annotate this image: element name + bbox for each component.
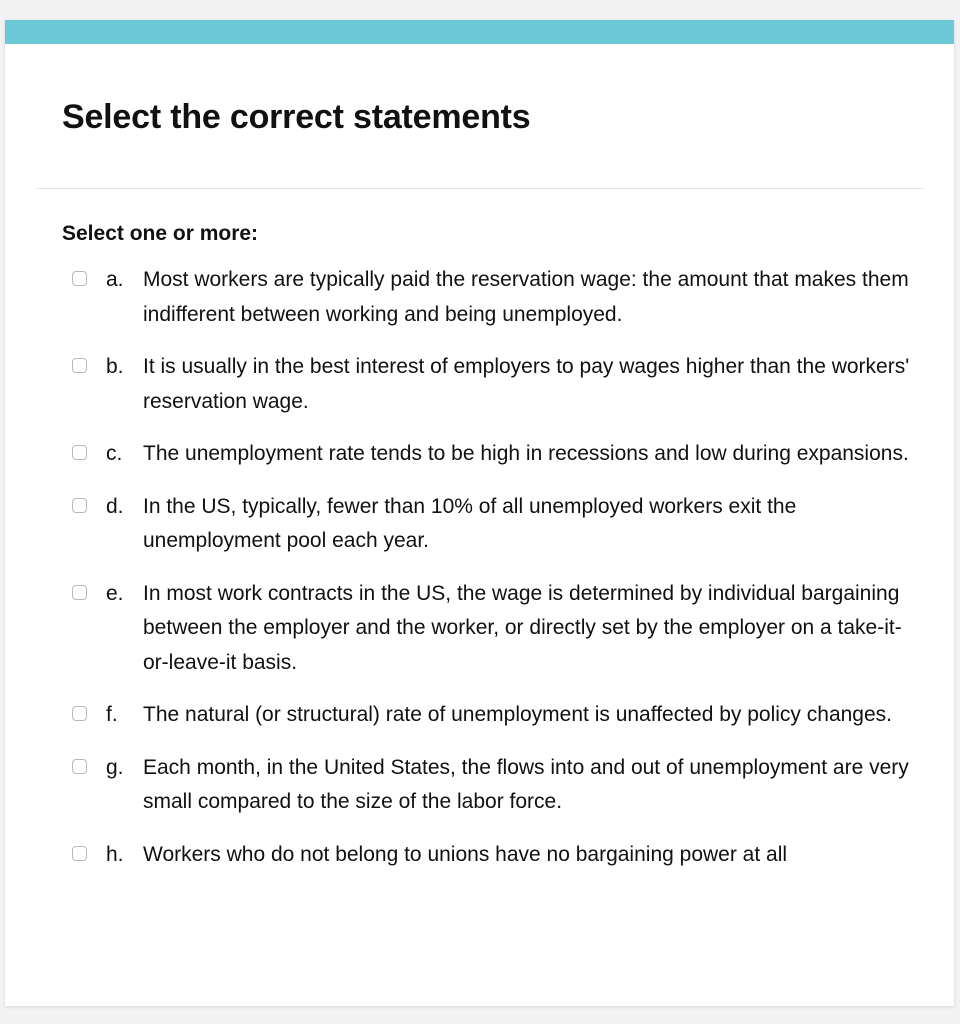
option-e[interactable] — [72, 577, 912, 681]
question-title: Select the correct statements — [62, 98, 531, 136]
checkbox-b[interactable] — [72, 358, 87, 373]
card-accent-bar — [5, 20, 954, 44]
answer-options — [72, 263, 912, 890]
option-letter: a. — [106, 268, 124, 291]
option-letter: d. — [106, 494, 124, 518]
option-text: Workers who do not belong to unions have no bargaining power at all — [143, 842, 788, 866]
option-text: Each month, in the United States, the flows into and out of unemployment are very small compared to the size of the labor force. — [143, 755, 909, 813]
option-g[interactable] — [72, 751, 912, 820]
checkbox-g[interactable] — [72, 759, 87, 774]
option-text: Most workers are typically paid the reservation wage: the amount that makes them indifferent between working and being unemployed. — [143, 268, 909, 326]
checkbox-h[interactable] — [72, 846, 87, 861]
option-text: In the US, typically, fewer than 10% of all unemployed workers exit the unemployment pool each year. — [143, 494, 797, 552]
divider — [36, 188, 923, 189]
option-text: It is usually in the best interest of employers to pay wages higher than the workers' reservation wage. — [143, 355, 910, 413]
checkbox-e[interactable] — [72, 585, 87, 600]
answer-prompt: Select one or more: — [62, 222, 259, 245]
checkbox-d[interactable] — [72, 498, 87, 513]
option-c[interactable] — [72, 437, 912, 472]
option-b[interactable] — [72, 350, 912, 419]
option-a[interactable] — [72, 263, 912, 332]
option-text: The natural (or structural) rate of unemployment is unaffected by policy changes. — [143, 703, 892, 726]
option-letter: c. — [106, 442, 123, 465]
checkbox-f[interactable] — [72, 706, 87, 721]
option-letter: e. — [106, 581, 124, 605]
option-letter: h. — [106, 842, 124, 866]
checkbox-a[interactable] — [72, 271, 87, 286]
question-card — [5, 20, 954, 1006]
checkbox-c[interactable] — [72, 445, 87, 460]
option-f[interactable] — [72, 698, 912, 733]
option-letter: b. — [106, 355, 124, 378]
option-h[interactable] — [72, 838, 912, 873]
option-text: In most work contracts in the US, the wage is determined by individual bargaining between the employer and the worker, or directly set by the employer on a take-it-or-leave-it basis. — [143, 581, 902, 674]
option-letter: g. — [106, 755, 124, 779]
option-d[interactable] — [72, 490, 912, 559]
option-text: The unemployment rate tends to be high in recessions and low during expansions. — [143, 442, 909, 465]
option-letter: f. — [106, 703, 118, 726]
